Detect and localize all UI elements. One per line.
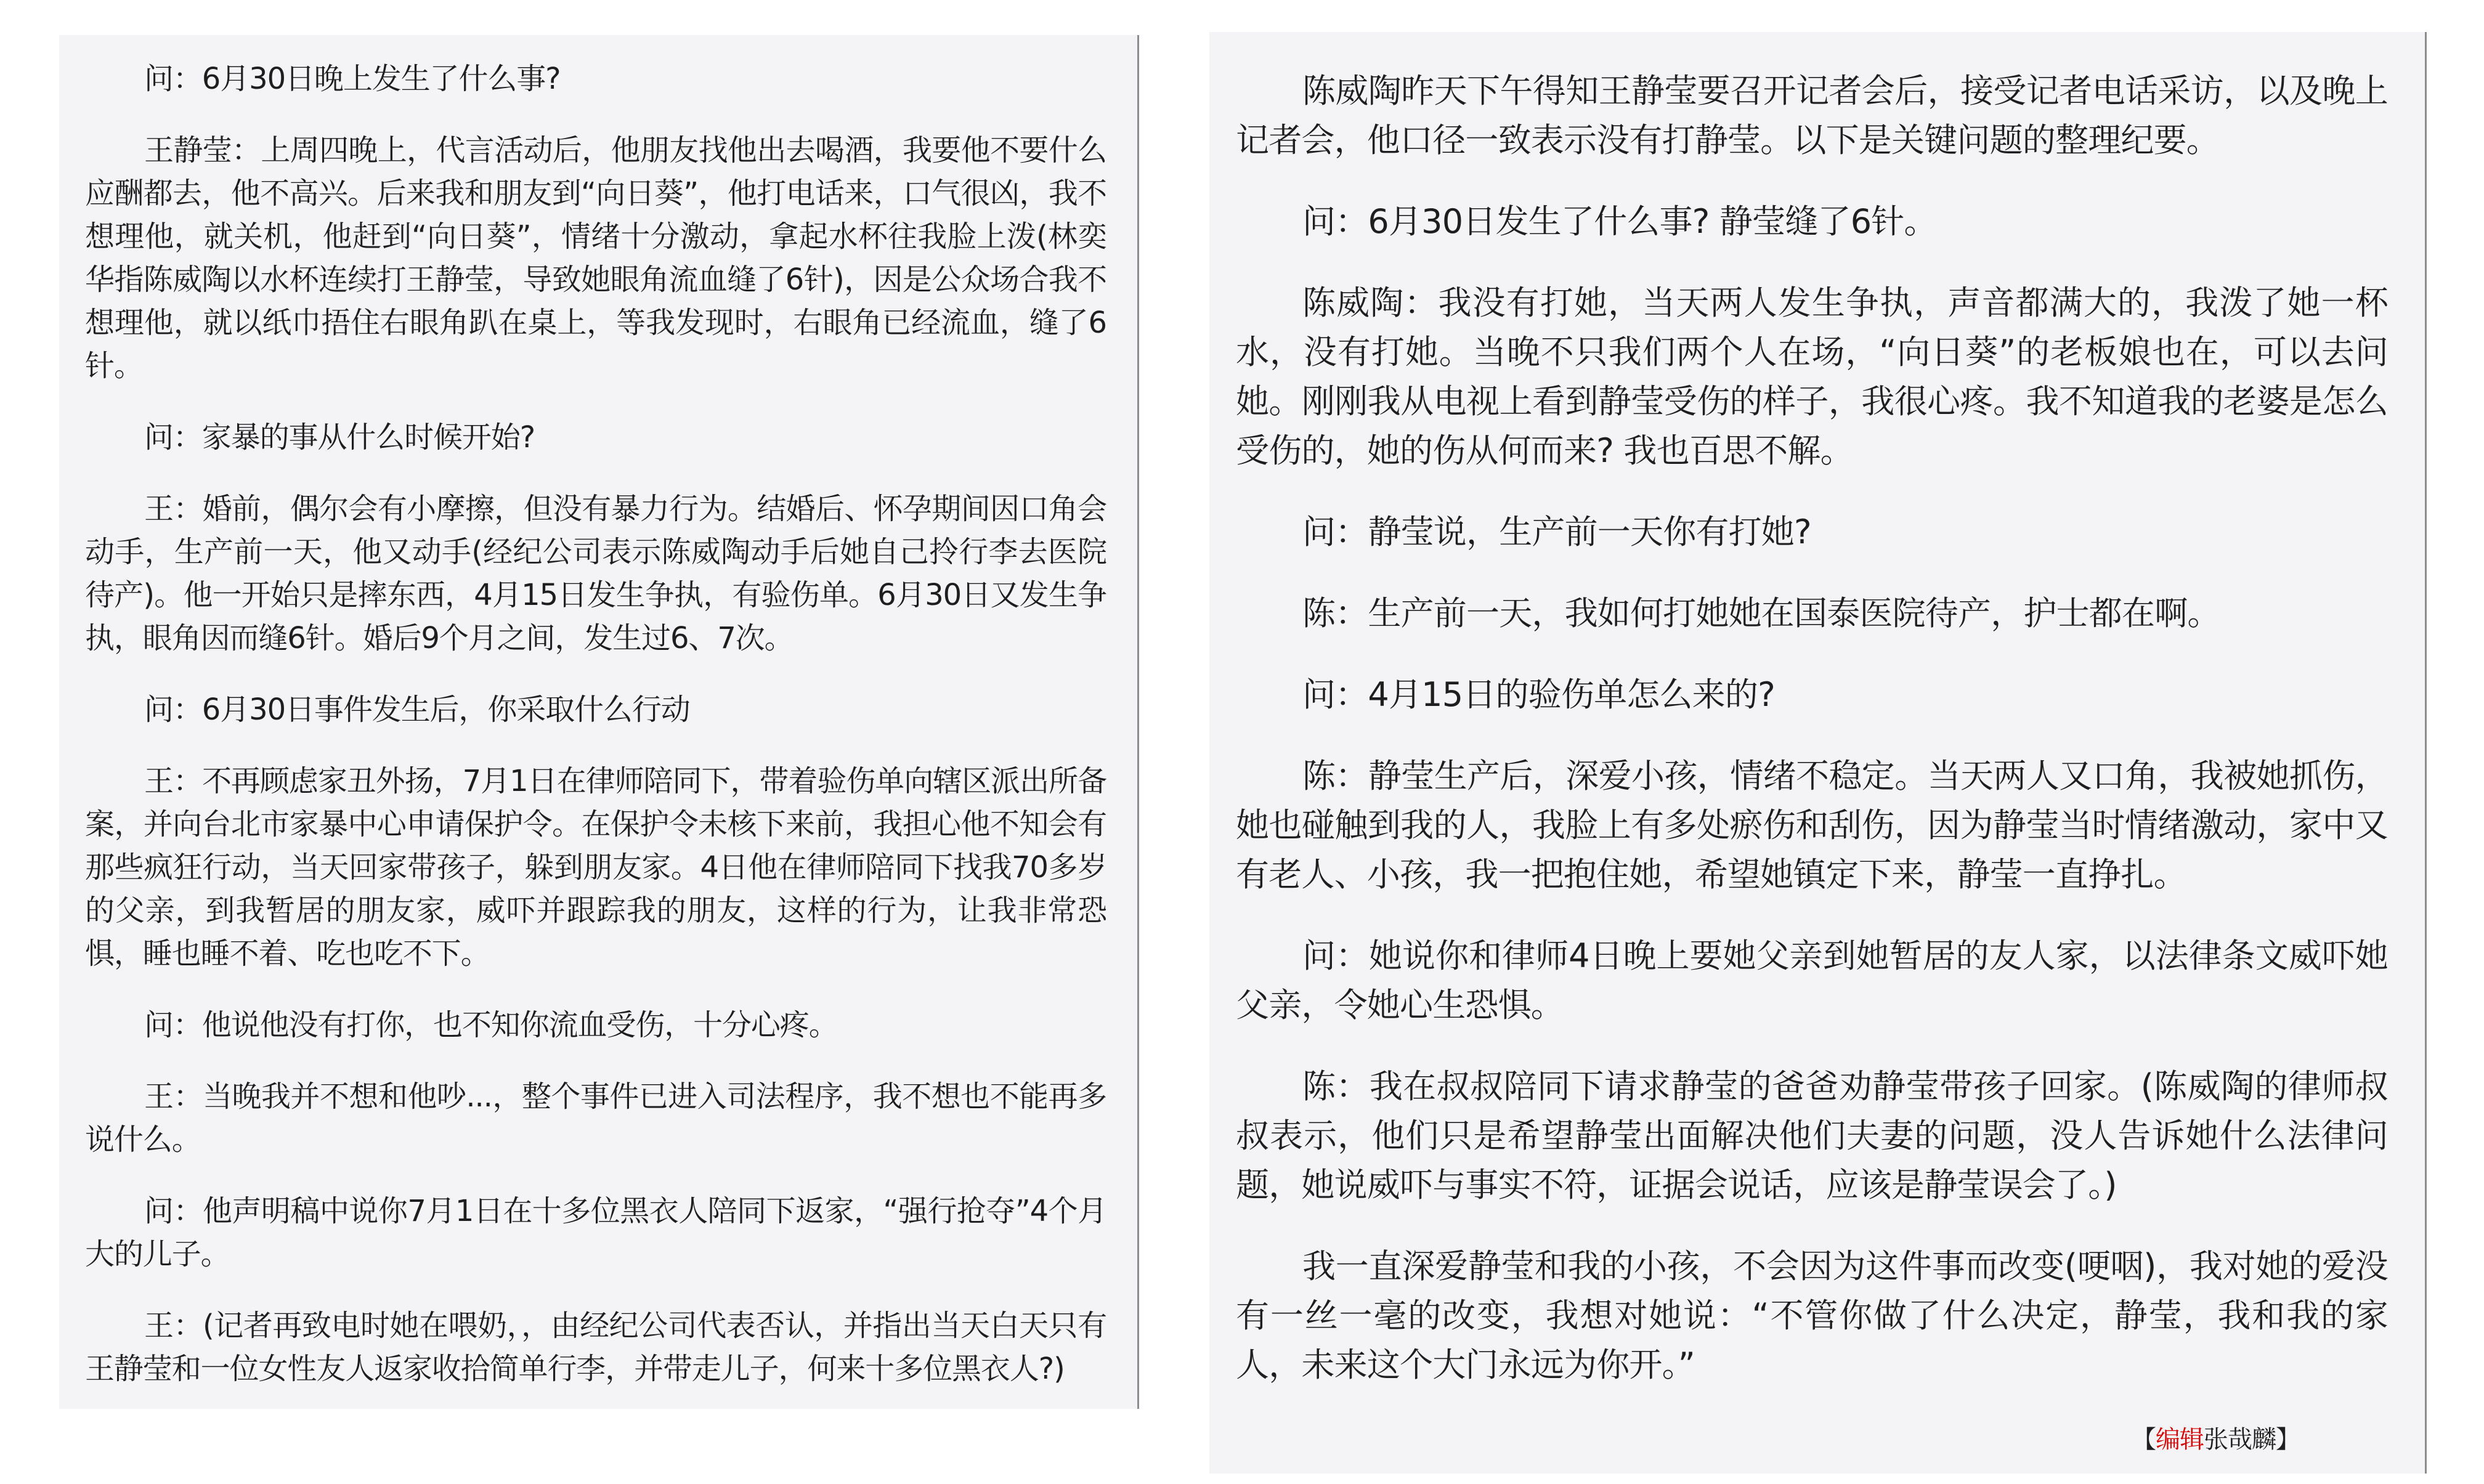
right-paragraph-1: 陈威陶昨天下午得知王静莹要召开记者会后，接受记者电话采访，以及晚上记者会，他口径一致表示没有打静莹。以下是关键问题的整理纪要。 [1236,71,2388,160]
left-article-column [59,35,1139,1409]
left-paragraph-7: 问：他说他没有打你，也不知你流血受伤，十分心疼。 [144,1008,838,1042]
right-paragraph-3: 陈威陶：我没有打她，当天两人发生争执，声音都满大的，我泼了她一杯水，没有打她。当晚不只我们两个人在场，“向日葵”的老板娘也在，可以去问她。刚刚我从电视上看到静莹受伤的样子，我很心疼。我不知道我的老婆是怎么受伤的，她的伤从何而来? 我也百思不解。 [1236,283,2388,470]
left-paragraph-6: 王：不再顾虑家丑外扬，7月1日在律师陪同下，带着验伤单向辖区派出所备案，并向台北市家暴中心申请保护令。在保护令未核下来前，我担心他不知会有那些疯狂行动，当天回家带孩子，躲到朋友家。4日他在律师陪同下找我70多岁的父亲，到我暂居的朋友家，威吓并跟踪我的朋友，这样的行为，让我非常恐惧，睡也睡不着、吃也吃不下。 [85,764,1106,971]
left-paragraph-1: 问：6月30日晚上发生了什么事? [144,62,561,96]
editor-name: 张哉麟 [2204,1425,2276,1454]
left-paragraph-8: 王：当晚我并不想和他吵...，整个事件已进入司法程序，我不想也不能再多说什么。 [85,1079,1106,1157]
right-paragraph-2: 问：6月30日发生了什么事? 静莹缝了6针。 [1302,202,1937,241]
right-paragraph-9: 陈：我在叔叔陪同下请求静莹的爸爸劝静莹带孩子回家。(陈威陶的律师叔叔表示，他们只是希望静莹出面解决他们夫妻的问题，没人告诉她什么法律问题，她说威吓与事实不符，证据会说话，应该是静莹误会了。) [1236,1067,2388,1204]
editor-open-bracket: 【 [2132,1425,2156,1454]
left-paragraph-10: 王：(记者再致电时她在喂奶，，由经纪公司代表否认，并指出当天白天只有王静莹和一位女性友人返家收拾简单行李，并带走儿子，何来十多位黑衣人?) [85,1308,1106,1386]
editor-label: 编辑 [2156,1425,2204,1454]
right-paragraph-5: 陈：生产前一天，我如何打她她在国泰医院待产，护士都在啊。 [1302,594,2220,633]
right-paragraph-10: 我一直深爱静莹和我的小孩，不会因为这件事而改变(哽咽)，我对她的爱没有一丝一毫的改变，我想对她说：“不管你做了什么决定，静莹，我和我的家人，未来这个大门永远为你开。” [1236,1247,2388,1384]
editor-credit [2132,1420,2300,1455]
right-paragraph-4: 问：静莹说，生产前一天你有打她? [1302,513,1811,551]
right-article-column [1209,32,2427,1474]
left-paragraph-3: 问：家暴的事从什么时候开始? [144,420,535,455]
editor-close-bracket: 】 [2276,1425,2300,1454]
right-paragraph-7: 陈：静莹生产后，深爱小孩，情绪不稳定。当天两人又口角，我被她抓伤，她也碰触到我的人，我脸上有多处瘀伤和刮伤，因为静莹当时情绪激动，家中又有老人、小孩，我一把抱住她，希望她镇定下来，静莹一直挣扎。 [1236,756,2388,894]
right-paragraph-8: 问：她说你和律师4日晚上要她父亲到她暂居的友人家，以法律条文威吓她父亲，令她心生恐惧。 [1236,936,2388,1024]
right-paragraph-6: 问：4月15日的验伤单怎么来的? [1302,675,1775,714]
left-paragraph-2: 王静莹：上周四晚上，代言活动后，他朋友找他出去喝酒，我要他不要什么应酬都去，他不高兴。后来我和朋友到“向日葵”，他打电话来，口气很凶，我不想理他，就关机，他赶到“向日葵”，情绪十分激动，拿起水杯往我脸上泼(林奕华指陈威陶以水杯连续打王静莹，导致她眼角流血缝了6针)，因是公众场合我不想理他，就以纸巾捂住右眼角趴在桌上，等我发现时，右眼角已经流血，缝了6针。 [85,133,1106,383]
left-paragraph-5: 问：6月30日事件发生后，你采取什么行动 [144,692,690,727]
left-paragraph-9: 问：他声明稿中说你7月1日在十多位黑衣人陪同下返家，“强行抢夺”4个月大的儿子。 [85,1194,1106,1271]
left-paragraph-4: 王：婚前，偶尔会有小摩擦，但没有暴力行为。结婚后、怀孕期间因口角会动手，生产前一天，他又动手(经纪公司表示陈威陶动手后她自己拎行李去医院待产)。他一开始只是摔东西，4月15日发生争执，有验伤单。6月30日又发生争执，眼角因而缝6针。婚后9个月之间，发生过6、7次。 [85,492,1106,655]
